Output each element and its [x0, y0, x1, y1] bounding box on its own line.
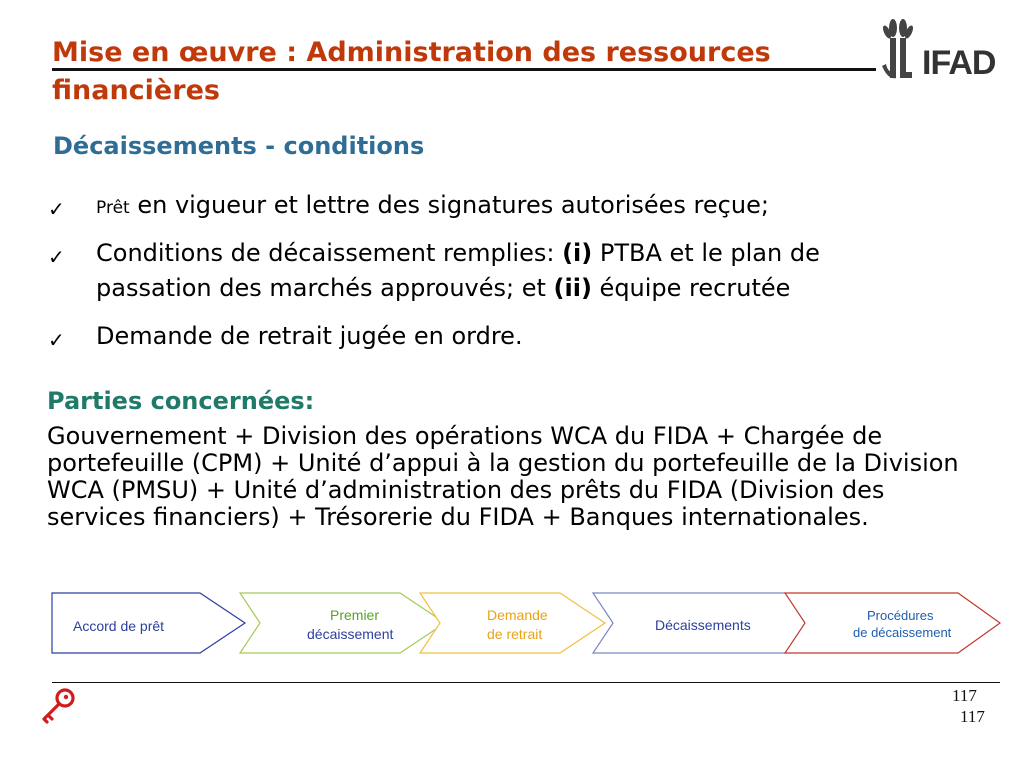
page-number: 117	[952, 686, 977, 705]
checkmark-icon: ✓	[48, 245, 65, 269]
bullet-small-text: Prêt	[96, 198, 130, 218]
title-underline	[52, 68, 876, 71]
slide-title-line1: Mise en œuvre : Administration des ressources	[52, 37, 771, 68]
checkmark-icon: ✓	[48, 328, 65, 352]
flow-step-label: Décaissements	[655, 617, 751, 633]
bullet-text: Demande de retrait jugée en ordre.	[96, 322, 523, 350]
flow-step-label: Procédures	[867, 608, 934, 623]
flow-step-label: de retrait	[487, 626, 543, 642]
bullet-text: PTBA et le plan de	[592, 239, 820, 267]
process-flow	[50, 590, 1006, 656]
bullet-text: Conditions de décaissement remplies:	[96, 239, 563, 267]
section-subtitle: Décaissements - conditions	[53, 132, 425, 160]
page-number: 117	[960, 707, 985, 726]
bullet-item	[48, 236, 988, 306]
ifad-logo-text: IFAD	[922, 44, 996, 82]
flow-step-label: décaissement	[307, 626, 394, 642]
flow-step-accord	[52, 593, 245, 653]
slide-title	[52, 34, 882, 110]
footer-rule	[52, 682, 1000, 683]
parties-heading: Parties concernées:	[47, 387, 315, 415]
flow-step-procedures	[785, 593, 1000, 653]
flow-step-label: de décaissement	[853, 625, 952, 640]
bullet-item	[48, 188, 988, 222]
flow-step-premier	[240, 593, 445, 653]
bullet-item	[48, 319, 988, 353]
flow-step-label: Premier	[330, 607, 380, 623]
parties-text: Gouvernement + Division des opérations WCA du FIDA + Chargée de portefeuille (CPM) + Unité d’appui à la gestion du portefeuille de la Division WCA (PMSU) + Unité d’administration des prêts du FIDA (Division des services financiers) + Trésorerie du FIDA + Banques internationales.	[47, 422, 959, 531]
checkmark-icon: ✓	[48, 197, 65, 221]
bullet-text: passation des marchés approuvés; et	[96, 274, 554, 302]
flow-step-label: Accord de prêt	[73, 618, 165, 634]
bullet-text: équipe recrutée	[591, 274, 791, 302]
flow-step-demande	[420, 593, 605, 653]
bullet-bold-text: (i)	[562, 239, 593, 267]
bullet-text: en vigueur et lettre des signatures autorisées reçue;	[129, 191, 769, 219]
slide-title-line2: financières	[52, 75, 220, 106]
flow-step-label: Demande	[487, 607, 548, 623]
bullet-bold-text: (ii)	[553, 274, 592, 302]
key-icon	[38, 686, 78, 726]
